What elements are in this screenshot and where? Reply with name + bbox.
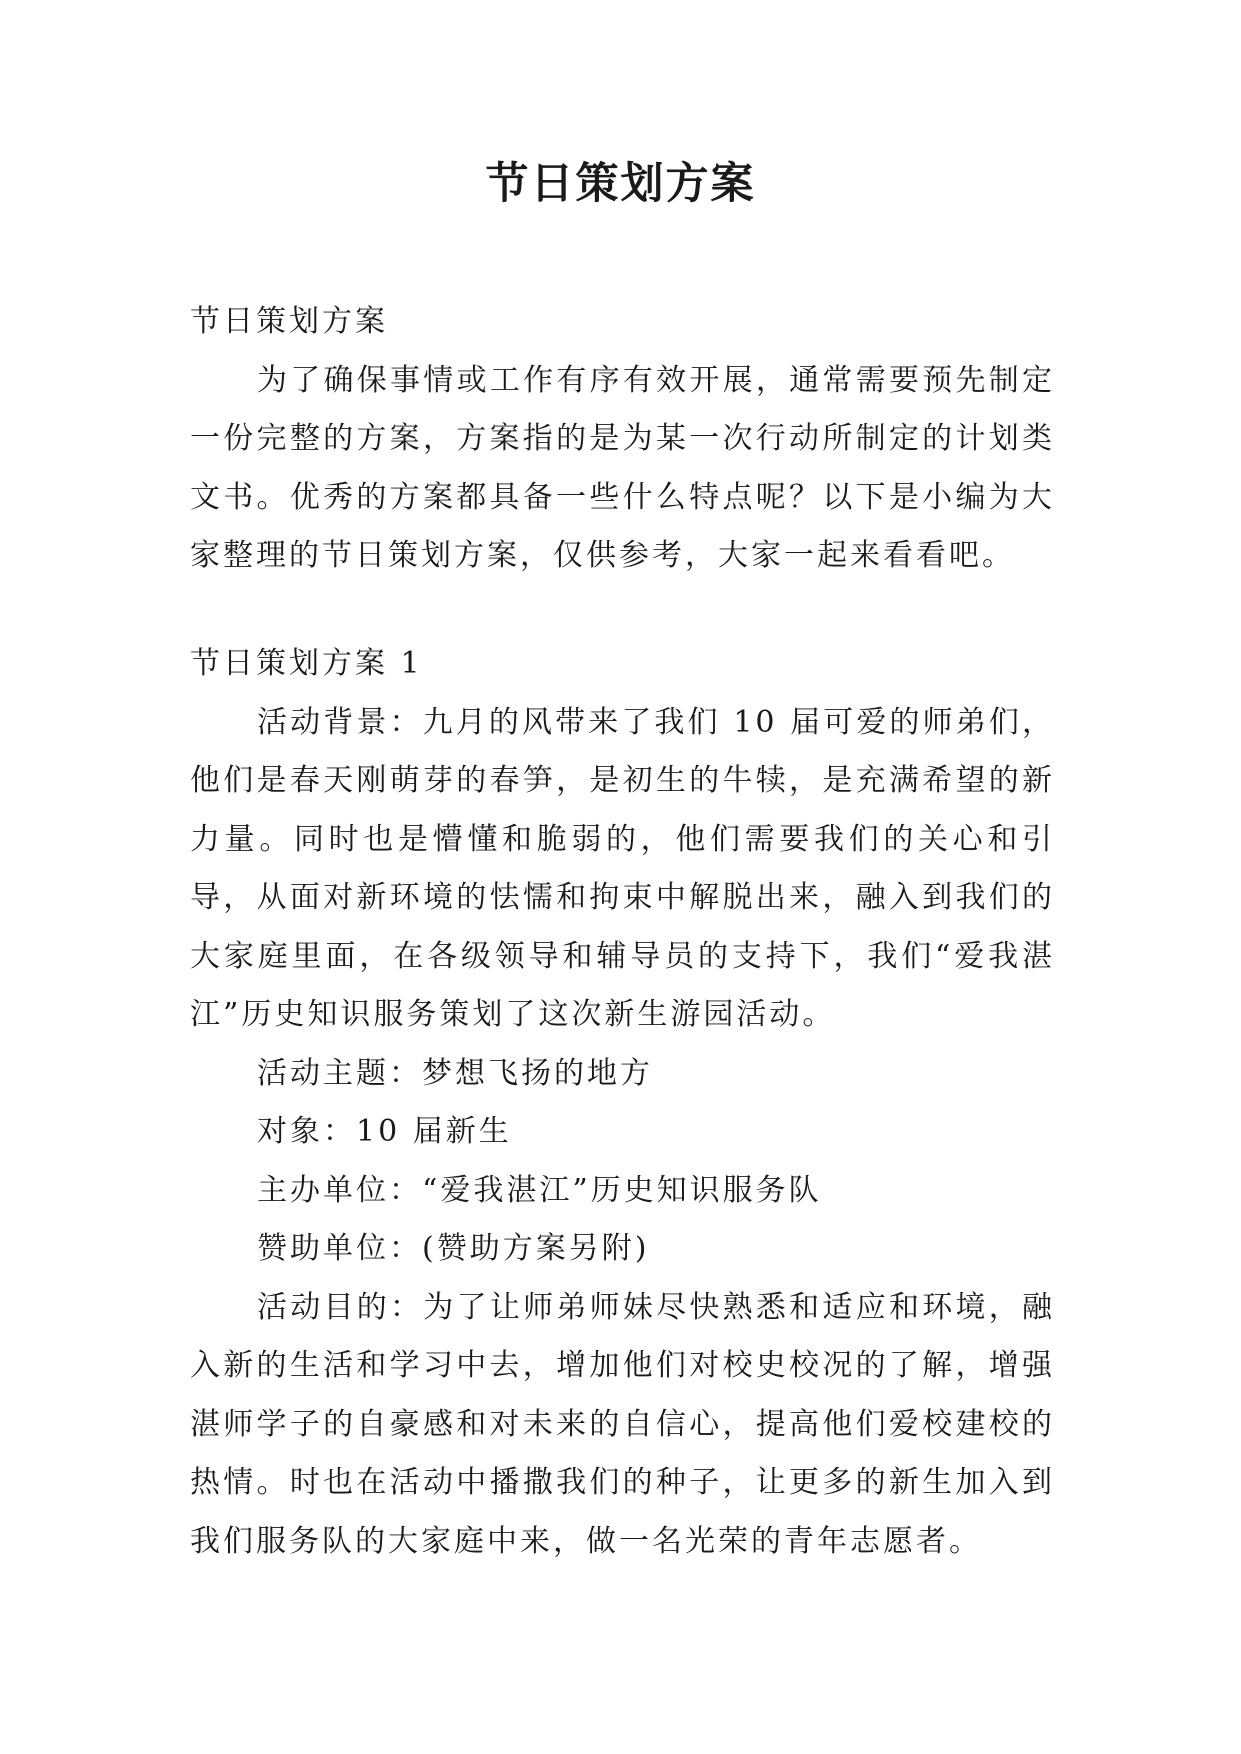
section-1-audience: 对象：10 届新生: [257, 1114, 512, 1149]
section-1-sponsor: 赞助单位：(赞助方案另附): [257, 1231, 650, 1266]
section-1-heading: 节日策划方案 1: [190, 646, 423, 681]
section-1-organizer: 主办单位：“爱我湛江”历史知识服务队: [257, 1172, 822, 1208]
intro-paragraph: 为了确保事情或工作有序有效开展，通常需要预先制定一份完整的方案，方案指的是为某一次行动所制定的计划类文书。优秀的方案都具备一些什么特点呢？以下是小编为大家整理的节日策划方案，仅供参考，大家一起来看看吧。: [190, 362, 1055, 573]
section-1-background: 活动背景：九月的风带来了我们 10 届可爱的师弟们，他们是春天刚萌芽的春笋，是初生的牛犊，是充满希望的新力量。同时也是懵懂和脆弱的，他们需要我们的关心和引导，从面对新环境的怯懦和拘束中解脱出来，融入到我们的大家庭里面，在各级领导和辅导员的支持下，我们“爱我湛江”历史知识服务策划了这次新生游园活动。: [190, 704, 1055, 1032]
section-1-purpose: 活动目的：为了让师弟师妹尽快熟悉和适应和环境，融入新的生活和学习中去，增加他们对校史校况的了解，增强湛师学子的自豪感和对未来的自信心，提高他们爱校建校的热情。时也在活动中播撒我们的种子，让更多的新生加入到我们服务队的大家庭中来，做一名光荣的青年志愿者。: [190, 1289, 1055, 1559]
intro-block: [190, 293, 1055, 586]
page-title: 节日策划方案: [485, 159, 756, 209]
section-1-theme: 活动主题：梦想飞扬的地方: [257, 1055, 653, 1091]
intro-heading: 节日策划方案: [190, 304, 388, 339]
section-1-block: [190, 635, 1055, 1571]
